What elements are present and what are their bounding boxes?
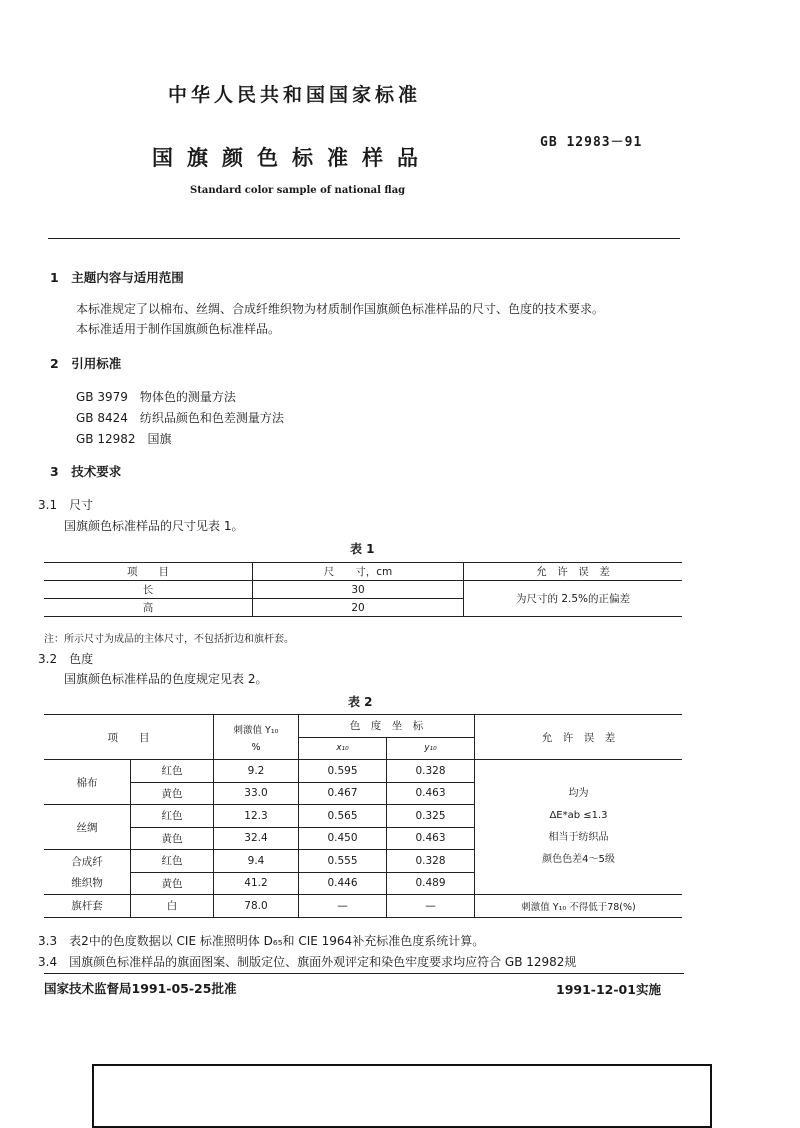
size-table <box>44 562 682 617</box>
section3-3-text: 3.3 表2中的色度数据以 CIE 标准照明体 D₆₅和 CIE 1964补充标准色度系统计算。 <box>38 934 485 948</box>
table2-color-cell: 红色 <box>131 850 214 873</box>
section1-para2: 本标准适用于制作国旗颜色标准样品。 <box>76 322 281 336</box>
table2-y-cell: 0.328 <box>387 760 475 783</box>
table2-x-cell: 0.446 <box>299 872 387 895</box>
tolerance-line: 颜色色差4～5级 <box>542 854 615 865</box>
national-standard-heading: 中华人民共和国国家标准 <box>168 84 422 106</box>
table2-material-cell: 棉布 <box>44 760 131 805</box>
table2-x-cell: 0.555 <box>299 850 387 873</box>
standard-number: GB 12983－91 <box>540 135 643 150</box>
table1-size-cell: 20 <box>253 599 464 617</box>
table2-x-cell: 0.467 <box>299 782 387 805</box>
table2-y-cell: — <box>387 895 475 918</box>
standard-title: 国旗颜色标准样品 <box>152 146 432 170</box>
footer-divider <box>44 973 684 974</box>
table2-Y-cell: 41.2 <box>214 872 299 895</box>
table2-Y-cell: 12.3 <box>214 805 299 828</box>
table2-color-cell: 白 <box>131 895 214 918</box>
table-row <box>44 581 682 599</box>
table2-Y-cell: 78.0 <box>214 895 299 918</box>
table2-y-cell: 0.328 <box>387 850 475 873</box>
table2-material-cell <box>44 850 131 895</box>
table2-y-cell: 0.463 <box>387 827 475 850</box>
table2-caption: 表 2 <box>348 695 373 709</box>
table-row <box>44 895 682 918</box>
table2-header-tolerance: 允 许 误 差 <box>475 715 683 760</box>
table1-item-cell: 高 <box>44 599 253 617</box>
table1-note: 注：所示尺寸为成品的主体尺寸，不包括折边和旗杆套。 <box>44 634 294 645</box>
table1-header-item: 项 目 <box>44 563 253 581</box>
table2-x-cell: 0.565 <box>299 805 387 828</box>
material-line: 合成纤 <box>71 856 103 868</box>
table2-color-cell: 黄色 <box>131 827 214 850</box>
table2-x-cell: — <box>299 895 387 918</box>
header-divider <box>48 238 680 239</box>
section3-2-text: 国旗颜色标准样品的色度规定见表 2。 <box>64 672 268 686</box>
tolerance-line: 相当于纺织品 <box>548 832 609 843</box>
table2-Y-cell: 9.4 <box>214 850 299 873</box>
table2-y-cell: 0.463 <box>387 782 475 805</box>
tolerance-line: 均为 <box>568 788 589 799</box>
table2-y-cell: 0.489 <box>387 872 475 895</box>
section3-4-text: 3.4 国旗颜色标准样品的旗面图案、制版定位、旗面外观评定和染色牢度要求均应符合 GB 12982规 <box>38 955 577 969</box>
tolerance-line: ΔE*ab ≤1.3 <box>549 810 608 821</box>
table2-x-cell: 0.595 <box>299 760 387 783</box>
table2-header-y-line2: % <box>251 741 261 753</box>
section3-heading: 3 技术要求 <box>50 464 122 479</box>
english-title: Standard color sample of national flag <box>190 185 406 196</box>
table1-header-tolerance: 允 许 误 差 <box>464 563 683 581</box>
approval-date: 国家技术监督局1991-05-25批准 <box>44 981 237 996</box>
section3-1-text: 国旗颜色标准样品的尺寸见表 1。 <box>64 519 244 533</box>
implementation-date: 1991-12-01实施 <box>556 982 661 997</box>
reference-item: GB 3979 物体色的测量方法 <box>76 390 236 404</box>
section1-para1: 本标准规定了以棉布、丝绸、合成纤维织物为材质制作国旗颜色标准样品的尺寸、色度的技术要求。 <box>76 302 605 316</box>
reference-item: GB 12982 国旗 <box>76 432 172 446</box>
table1-header-size: 尺 寸，cm <box>253 563 464 581</box>
section2-heading: 2 引用标准 <box>50 356 122 371</box>
table2-color-cell: 红色 <box>131 760 214 783</box>
table2-x-cell: 0.450 <box>299 827 387 850</box>
table1-tolerance-cell: 为尺寸的 2.5%的正偏差 <box>464 581 683 617</box>
table2-Y-cell: 32.4 <box>214 827 299 850</box>
table-row <box>44 760 682 783</box>
table2-header-x10: x₁₀ <box>299 737 387 760</box>
table2-Y-cell: 33.0 <box>214 782 299 805</box>
material-line: 维织物 <box>71 877 103 889</box>
table1-item-cell: 长 <box>44 581 253 599</box>
table2-material-cell: 丝绸 <box>44 805 131 850</box>
table2-header-y <box>214 715 299 760</box>
section1-heading: 1 主题内容与适用范围 <box>50 270 184 285</box>
table2-header-item: 项 目 <box>44 715 214 760</box>
table2-material-cell: 旗杆套 <box>44 895 131 918</box>
section3-2-heading: 3.2 色度 <box>38 652 94 666</box>
bottom-frame <box>92 1064 712 1128</box>
chromaticity-table <box>44 714 682 918</box>
table2-y-cell: 0.325 <box>387 805 475 828</box>
table2-header-y-line1: 刺激值 Y₁₀ <box>233 724 279 736</box>
table2-header-y10: y₁₀ <box>387 737 475 760</box>
section3-1-heading: 3.1 尺寸 <box>38 498 94 512</box>
table2-color-cell: 红色 <box>131 805 214 828</box>
table2-Y-cell: 9.2 <box>214 760 299 783</box>
reference-item: GB 8424 纺织品颜色和色差测量方法 <box>76 411 284 425</box>
table2-color-cell: 黄色 <box>131 872 214 895</box>
table2-color-cell: 黄色 <box>131 782 214 805</box>
table1-size-cell: 30 <box>253 581 464 599</box>
table1-caption: 表 1 <box>350 542 375 556</box>
table2-last-tolerance-cell: 刺激值 Y₁₀ 不得低于78(%) <box>475 895 683 918</box>
table2-header-coord: 色 度 坐 标 <box>299 715 475 738</box>
table2-tolerance-cell <box>475 760 683 895</box>
